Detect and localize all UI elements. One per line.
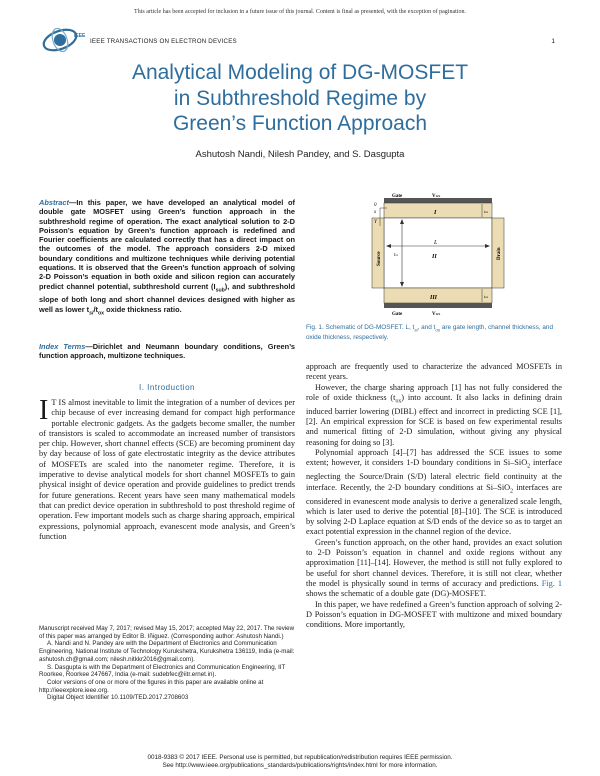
footnote: S. Dasgupta is with the Department of Electronics and Communication Engineering, IIT Roorkee, Roorkee 247667, India (e-mail: sudebfec@iitr.ernet.in). (39, 663, 286, 679)
subscript: ox (435, 327, 441, 333)
tsi-label: t (394, 253, 396, 258)
svg-text:VGS (432, 312, 440, 317)
caption-text: are gate length, channel thickness, and oxide thickness, respectively. (306, 324, 554, 342)
footnote: Digital Object Identifier 10.1109/TED.2017.2708603 (47, 694, 189, 702)
length-label: L (434, 240, 438, 246)
tox-sub-bottom: ox (485, 295, 489, 299)
abstract-text: —In this paper, we have developed an analytical model of double gate MOSFET using Green’s function approach in the subthreshold regime of operation. The exact analytical solution to 2-D Poisson’s equation by Green’s function approach is redefined and Fourier coefficients are calculated correctly that has a direct impact on the outcomes of the model. The approach considers 2-D mixed boundary conditions and multizone techniques while deriving potential equations. It is observed that the Green’s function approach of solving 2-D Poisson’s equation in both oxide and silicon region can accurately predict channel potential, subthreshold current (I (39, 198, 295, 291)
paper-title (0, 60, 600, 137)
svg-text:tox (484, 294, 489, 299)
paragraph: In this paper, we have redefined a Green’s function approach of solving 2-D Poisson’s equation in DG-MOSFET with multizone and mixed boundary conditions. More importantly, (306, 599, 562, 630)
authors: Ashutosh Nandi, Nilesh Pandey, and S. Dasgupta (195, 149, 405, 160)
subscript: ox (97, 310, 105, 317)
journal-name: IEEE TRANSACTIONS ON ELECTRON DEVICES (90, 38, 237, 45)
caption-text: Schematic of DG-MOSFET. L, t (325, 324, 415, 331)
title-line: Green’s Function Approach (172, 112, 428, 135)
region-label-3: III (430, 295, 438, 301)
vgs-label-top: V (432, 194, 436, 199)
text-span: ) into account. It also lacks in defining drain induced barrier lowering (DIBL) effect and incorrect in predicting SCE [1], [2]. An empirical expression for SCE is based on few experimental results and numerical fitting of 2-D simulation, without giving any physical reasoning for doing so [3]. (306, 392, 562, 447)
subscript: 2 (510, 488, 514, 495)
subscript: si (414, 327, 418, 333)
text-span: Green’s function approach, on the other hand, provides an exact solution to 2-D Poisson’s equation in channel and oxide regions without any approximation [11]–[14]. However, the method is still not fully explored to be useful for short channel devices. Therefore, it is still not clear, whether the model is physically sound in terms of accuracy and predictions. (306, 537, 562, 588)
tox-sub-top: ox (485, 210, 489, 214)
figure-reference-link[interactable]: Fig. 1 (541, 578, 562, 588)
copyright-notice (0, 754, 600, 770)
paragraph: approach are frequently used to characterize the advanced MOSFETs in recent years. (306, 362, 562, 382)
acceptance-notice: This article has been accepted for inclusion in a future issue of this journal. Content is final as presented, with the exception of pagination. (134, 9, 466, 15)
silicon-channel (384, 218, 492, 288)
subscript: 2 (527, 463, 531, 470)
index-terms (39, 342, 295, 361)
paragraph (306, 448, 562, 538)
svg-text:tox (484, 209, 489, 214)
paragraph (306, 538, 562, 600)
gate-label-bottom: Gate (392, 312, 403, 317)
title-line: in Subthreshold Regime by (173, 86, 427, 110)
top-oxide (384, 203, 492, 218)
text-span: interface neglecting the Source/Drain (S/D) lateral electric field continuity at the interface. Recently, the 2-D boundary conditions at Si–SiO (306, 458, 562, 492)
footnote: A. Nandi and N. Pandey are with the Department of Electronics and Communication Engineering, National Institute of Technology Kurukshetra, Kurukshetra 136119, India (e-mail: ashutosh.ch@gmail.com; nilesh.nitkkr2016@gmail.com). (39, 640, 295, 663)
abstract-text: ), and subthreshold slope of both long and short channel devices designed with higher as well as lower t (39, 281, 295, 314)
abstract (39, 198, 295, 319)
caption-label: Fig. 1. (306, 324, 324, 331)
text-span: However, the charge sharing approach [1] has not fully considered the role of oxide thickness (t (306, 382, 562, 402)
vgs-sub-bottom: GS (435, 312, 441, 316)
vgs-label-bottom: V (432, 312, 436, 317)
text-span: interfaces are considered in evanescent mode analysis to derive a generalized scale length, which is later used to derive the potential [8]–[10]. The SCE is introduced by solving 2-D Laplace equation at S/D ends of the device so as to target an exact potential expression in the channel region of the device. (306, 482, 562, 537)
subscript: si (89, 310, 94, 317)
tox-label-top: t (484, 209, 486, 214)
dg-mosfet-schematic (360, 196, 510, 316)
page-number: 1 (551, 38, 555, 45)
footnote: Color versions of one or more of the figures in this paper are available online at http://ieeexplore.ieee.org. (39, 678, 264, 694)
index-terms-text: —Dirichlet and Neumann boundary conditions, Green’s function approach, multizone techniques. (39, 342, 295, 361)
bottom-gate (384, 303, 492, 308)
title-line: Analytical Modeling of DG-MOSFET (131, 61, 469, 84)
subscript: sub (215, 287, 225, 294)
drain-label: Drain (497, 247, 502, 260)
bottom-oxide (384, 288, 492, 303)
section-heading: I. Introduction (139, 383, 195, 392)
caption-text: , and t (417, 324, 436, 331)
abstract-text: oxide thickness ratio. (104, 304, 182, 314)
paragraph (306, 383, 562, 448)
intro-body: T IS almost inevitable to limit the integration of a number of devices per chip because of ever increasing demand for compact high performance portable electronic gadgets. As the gadgets become smaller, the number of transistors is scaled to accommodate an increased number of transistors per chip. However, short channel effects (SCE) are becoming prominent day by day because of loss of gate electrostatic integrity as the device attributes of MOSFETs are scaled into the nanometer regime. Therefore, it is imperative to devise analytical models for short channel MOSFETs to gain physical insight of device operation and provide guidelines to predict trends for future generations. Recent years have seen many mathematical models that can predict device operation in subthreshold to post threshold regime of operation. Few important models such as charge sharing approach, empirical expressions, polynomial approach, evanescent mode analysis, and Green’s function (39, 398, 295, 541)
index-terms-label: Index Terms (39, 342, 86, 351)
drop-cap: I (39, 395, 49, 426)
copyright-line: See http://www.ieee.org/publications_standards/publications/rights/index.html for more information. (162, 762, 438, 769)
x-axis-label: x (374, 210, 377, 215)
vgs-sub-top: GS (435, 194, 441, 198)
text-span: shows the schematic of a double gate (DG)-MOSFET. (306, 589, 487, 599)
figure-caption (306, 324, 562, 342)
subscript: ox (395, 398, 402, 405)
right-column (306, 362, 562, 630)
tsi-sub: si (395, 253, 398, 257)
footnotes (39, 625, 295, 702)
gate-label-top: Gate (392, 194, 403, 199)
y-axis-label: Y (374, 220, 377, 225)
ieee-logo (40, 26, 86, 54)
introduction-text (39, 395, 295, 542)
copyright-line: 0018-9383 © 2017 IEEE. Personal use is permitted, but republication/redistribution requires IEEE permission. (147, 754, 453, 761)
footnote: Manuscript received May 7, 2017; revised May 15, 2017; accepted May 22, 2017. The review of this paper was arranged by Editor B. Iñiguez. (Corresponding author: Ashutosh Nandi.) (39, 625, 295, 640)
svg-text:IEEE: IEEE (74, 33, 86, 39)
text-span: Polynomial approach [4]–[7] has addressed the SCE issues to some extent; however, it considers 1-D boundary conditions in Si–SiO (306, 448, 562, 468)
source-label: Source (377, 251, 382, 266)
region-label-1: I (434, 210, 437, 216)
origin-label: 0 (374, 203, 377, 208)
abstract-label: Abstract (39, 198, 69, 207)
region-label-2: II (432, 254, 437, 260)
tox-label-bottom: t (484, 294, 486, 299)
abstract-text: /t (93, 304, 98, 314)
